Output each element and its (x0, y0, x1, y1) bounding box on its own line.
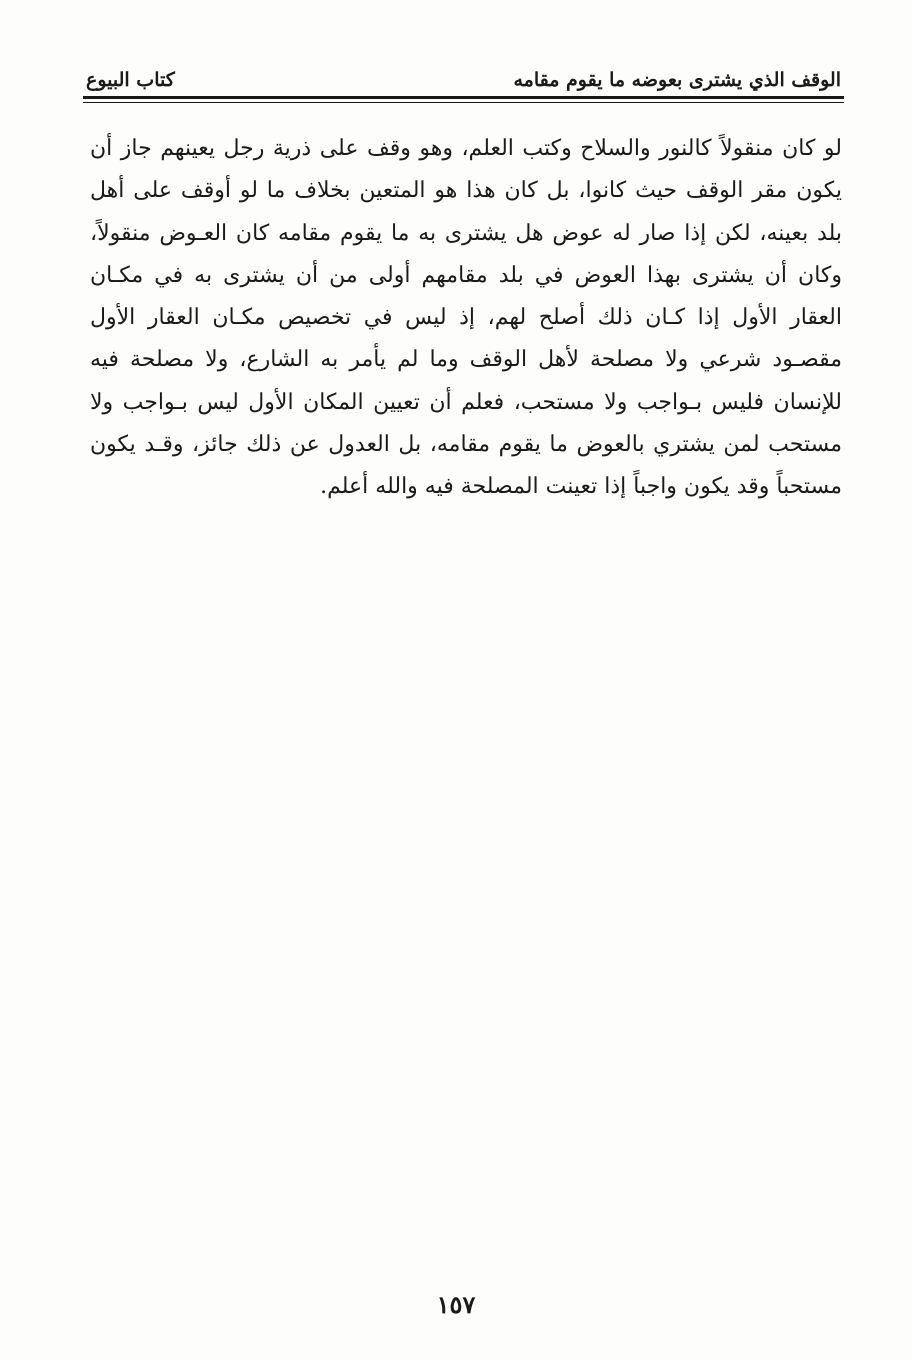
page-number: ١٥٧ (436, 1290, 476, 1319)
header-rule-thick (83, 96, 844, 99)
header-rule-thin (83, 102, 844, 103)
running-header (86, 60, 841, 94)
book-title: كتاب البيوع (86, 69, 175, 91)
body-paragraph: لو كان منقولاً كالنور والسلاح وكتب العلم، وهو وقف على ذرية رجل يعينهم جاز أن يكون مقر الوقف حيث كانوا، بل كان هذا هو المتعين بخلاف ما لو أوقف على أهل بلد بعينه، لكن إذا صار له عوض هل يشترى به ما يقوم مقامه كان العـوض منقولاً، وكان أن يشترى بهذا العوض في بلد مقامهم أولى من أن يشترى به في مكـان العقار الأول إذا كـان ذلك أصلح لهم، إذ ليس في تخصيص مكـان العقار الأول مقصـود شرعي ولا مصلحة لأهل الوقف وما لم يأمر به الشارع، ولا مصلحة فيه للإنسان فليس بـواجب ولا مستحب، فعلم أن تعيين المكان الأول ليس بـواجب ولا مستحب لمن يشتري بالعوض ما يقوم مقامه، بل العدول عن ذلك جائز، وقـد يكون مستحباً وقد يكون واجباً إذا تعينت المصلحة فيه والله أعلم. (90, 136, 842, 500)
chapter-title: الوقف الذي يشترى بعوضه ما يقوم مقامه (513, 69, 841, 91)
